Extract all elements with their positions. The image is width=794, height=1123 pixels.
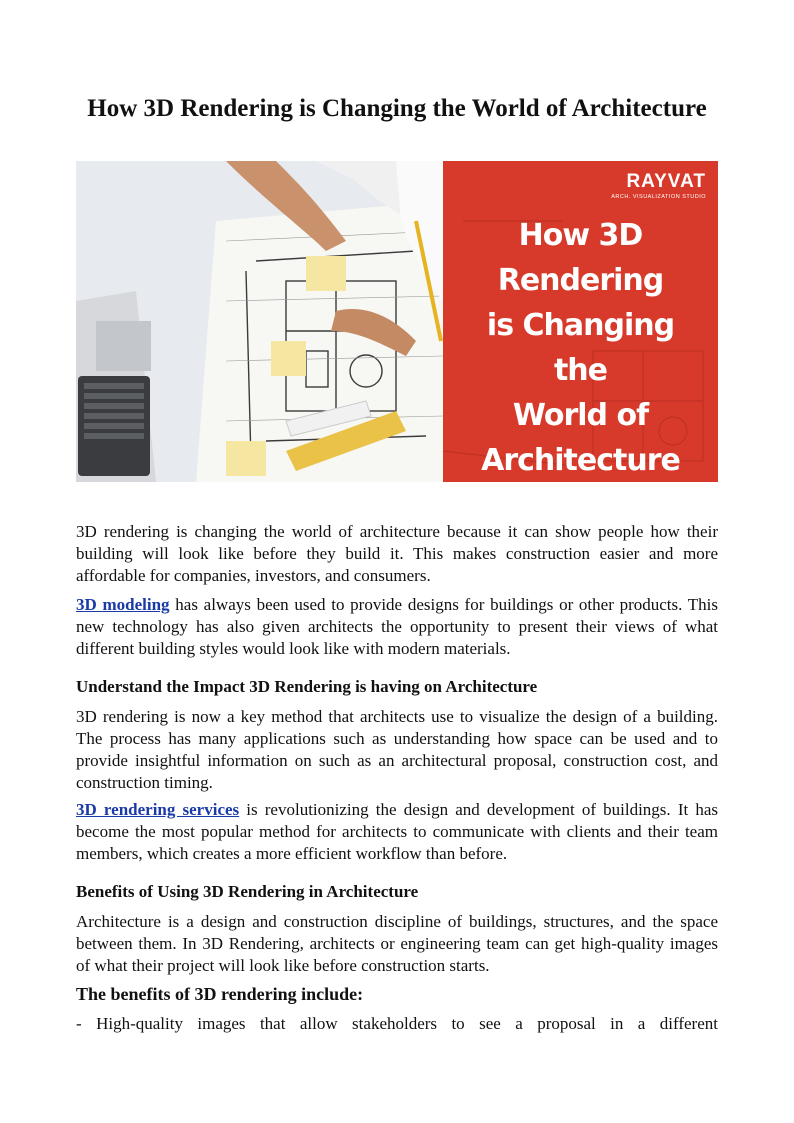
impact-paragraph: 3D rendering is now a key method that architects use to visualize the design of a building. The process has many applications such as understanding how space can be used and to provide insightful information on such as an architectural proposal, construction cost, and construction timing. [76,707,718,792]
benefits-paragraph: Architecture is a design and construction discipline of buildings, structures, and the space between them. In 3D Rendering, architects or engineering team can get high-quality images of what their project will look like before construction starts. [76,912,718,975]
banner-line: World of [512,398,649,433]
logo-tagline: ARCH. VISUALIZATION STUDIO [611,194,706,200]
intro-paragraph: 3D rendering is changing the world of architecture because it can show people how their building will look like before they build it. This makes construction easier and more affordable for companies, investors, and consumers. [76,522,718,585]
hero-image [76,161,718,482]
rayvat-logo: RAYVAT [626,171,706,192]
rendering-services-text: is revolutionizing the design and development of buildings. It has become the most popular method for architects to communicate with clients and their team members, which creates a more efficient workflow than before. [76,800,719,863]
benefits-list-heading: The benefits of 3D rendering include: [76,984,364,1004]
modeling-text: has always been used to provide designs for buildings or other products. This new technology has also given architects the opportunity to present their views of what different building styles would look like with modern materials. [76,595,719,658]
section-heading-benefits: Benefits of Using 3D Rendering in Architecture [76,882,419,901]
architect-desk-photo [76,161,443,482]
banner-headline [443,213,718,482]
title-banner [443,161,718,482]
banner-line: Rendering [497,263,664,298]
banner-line: How 3D [518,218,643,253]
modeling-paragraph [76,594,718,660]
page-title: How 3D Rendering is Changing the World of Architecture [87,95,707,122]
banner-line: Architecture [481,443,680,478]
3d-modeling-link[interactable]: 3D modeling [76,595,170,614]
rendering-services-paragraph [76,799,718,865]
banner-line: the [553,353,608,388]
benefit-bullet: - High-quality images that allow stakeholders to see a proposal in a different [76,1014,718,1033]
3d-rendering-services-link[interactable]: 3D rendering services [76,800,240,819]
section-heading-impact: Understand the Impact 3D Rendering is having on Architecture [76,677,538,696]
desk-illustration [76,161,443,482]
banner-line: is Changing [486,308,675,343]
